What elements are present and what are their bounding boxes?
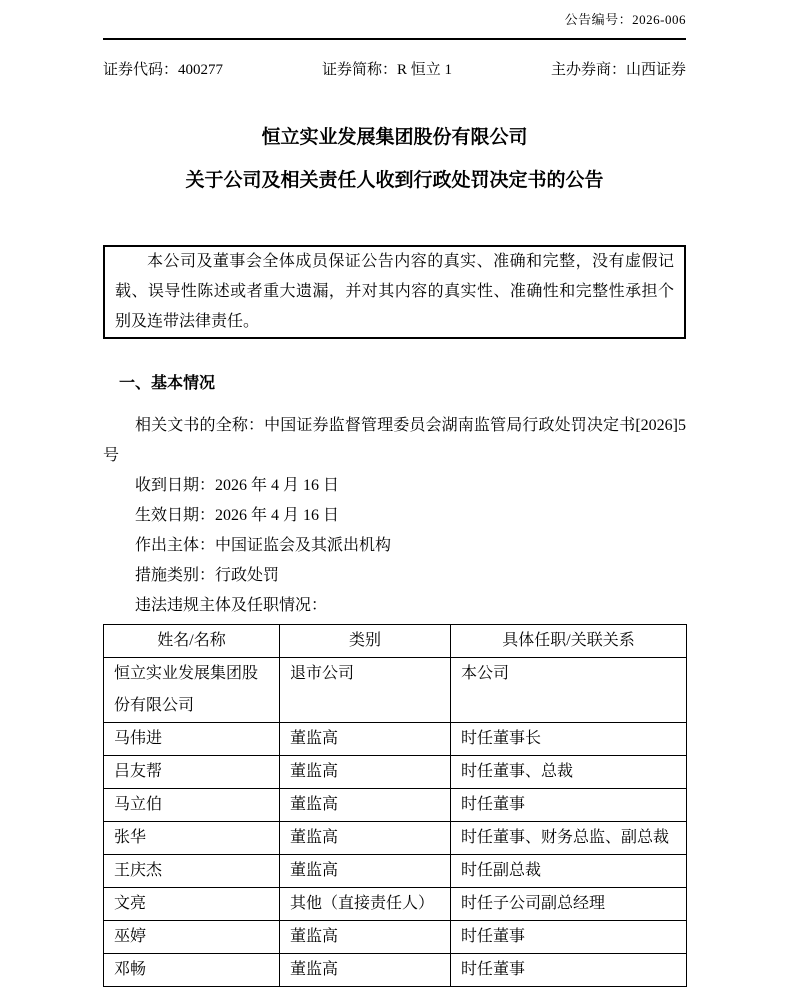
body-paragraph: 收到日期：2026 年 4 月 16 日: [135, 477, 340, 494]
table-cell: 董监高: [280, 954, 451, 987]
table-cell: 文亮: [104, 888, 280, 921]
company-name-title: 恒立实业发展集团股份有限公司: [261, 127, 528, 148]
body-paragraph: 措施类别：行政处罚: [135, 567, 280, 584]
table-cell: 张华: [104, 822, 280, 855]
table-cell: 巫婷: [104, 921, 280, 954]
table-cell: 马伟进: [104, 723, 280, 756]
table-row: [104, 756, 687, 789]
section-paragraphs: [103, 411, 686, 621]
body-paragraph: 作出主体：中国证监会及其派出机构: [135, 537, 392, 554]
table-cell: 时任副总裁: [451, 855, 687, 888]
table-cell: 王庆杰: [104, 855, 280, 888]
table-row: [104, 855, 687, 888]
table-header-name: 姓名/名称: [104, 625, 280, 658]
table-cell: 时任董事、财务总监、副总裁: [451, 822, 687, 855]
announcement-title: 关于公司及相关责任人收到行政处罚决定书的公告: [185, 170, 604, 191]
table-cell: 时任董事: [451, 954, 687, 987]
table-cell: 董监高: [280, 723, 451, 756]
table-row: [104, 921, 687, 954]
stock-code: 证券代码：400277: [103, 62, 224, 78]
table-cell: 其他（直接责任人）: [280, 888, 451, 921]
section-heading: 一、基本情况: [119, 375, 216, 392]
table-row: [104, 723, 687, 756]
table-head: [104, 625, 687, 658]
table-cell: 吕友帮: [104, 756, 280, 789]
table-header-category: 类别: [280, 625, 451, 658]
header-divider: [103, 38, 686, 40]
table-cell: 时任董事: [451, 921, 687, 954]
table-row: [104, 954, 687, 987]
table-cell: 时任董事、总裁: [451, 756, 687, 789]
violation-subjects-table: [103, 624, 687, 987]
stock-abbreviation: 证券简称：R 恒立 1: [321, 62, 452, 78]
table-header-row: [104, 625, 687, 658]
table-cell: 董监高: [280, 855, 451, 888]
table-cell: 本公司: [451, 658, 687, 723]
document-content: [103, 0, 686, 987]
table-header-position: 具体任职/关联关系: [451, 625, 687, 658]
disclaimer-box: [103, 245, 686, 339]
security-info-line: [103, 60, 686, 80]
body-paragraph: 相关文书的全称：中国证券监督管理委员会湖南监管局行政处罚决定书[2026]5 号: [103, 417, 686, 464]
table-cell: 董监高: [280, 789, 451, 822]
table-body: [104, 658, 687, 987]
announcement-number: 公告编号：2026-006: [564, 12, 686, 27]
table-cell: 退市公司: [280, 658, 451, 723]
table-cell: 马立伯: [104, 789, 280, 822]
table-cell: 邓畅: [104, 954, 280, 987]
table-row: [104, 658, 687, 723]
table-row: [104, 822, 687, 855]
disclaimer-text: 本公司及董事会全体成员保证公告内容的真实、准确和完整，没有虚假记载、误导性陈述或者重大遗漏，并对其内容的真实性、准确性和完整性承担个别及连带法律责任。: [115, 253, 674, 330]
table-cell: 时任子公司副总经理: [451, 888, 687, 921]
table-cell: 时任董事长: [451, 723, 687, 756]
table-cell: 时任董事: [451, 789, 687, 822]
sponsor-broker: 主办券商：山西证券: [550, 62, 686, 78]
table-row: [104, 789, 687, 822]
table-cell: 董监高: [280, 921, 451, 954]
table-row: [104, 888, 687, 921]
table-cell: 恒立实业发展集团股份有限公司: [104, 658, 280, 723]
table-cell: 董监高: [280, 756, 451, 789]
body-paragraph: 违法违规主体及任职情况：: [135, 597, 328, 614]
table-cell: 董监高: [280, 822, 451, 855]
body-paragraph: 生效日期：2026 年 4 月 16 日: [135, 507, 340, 524]
